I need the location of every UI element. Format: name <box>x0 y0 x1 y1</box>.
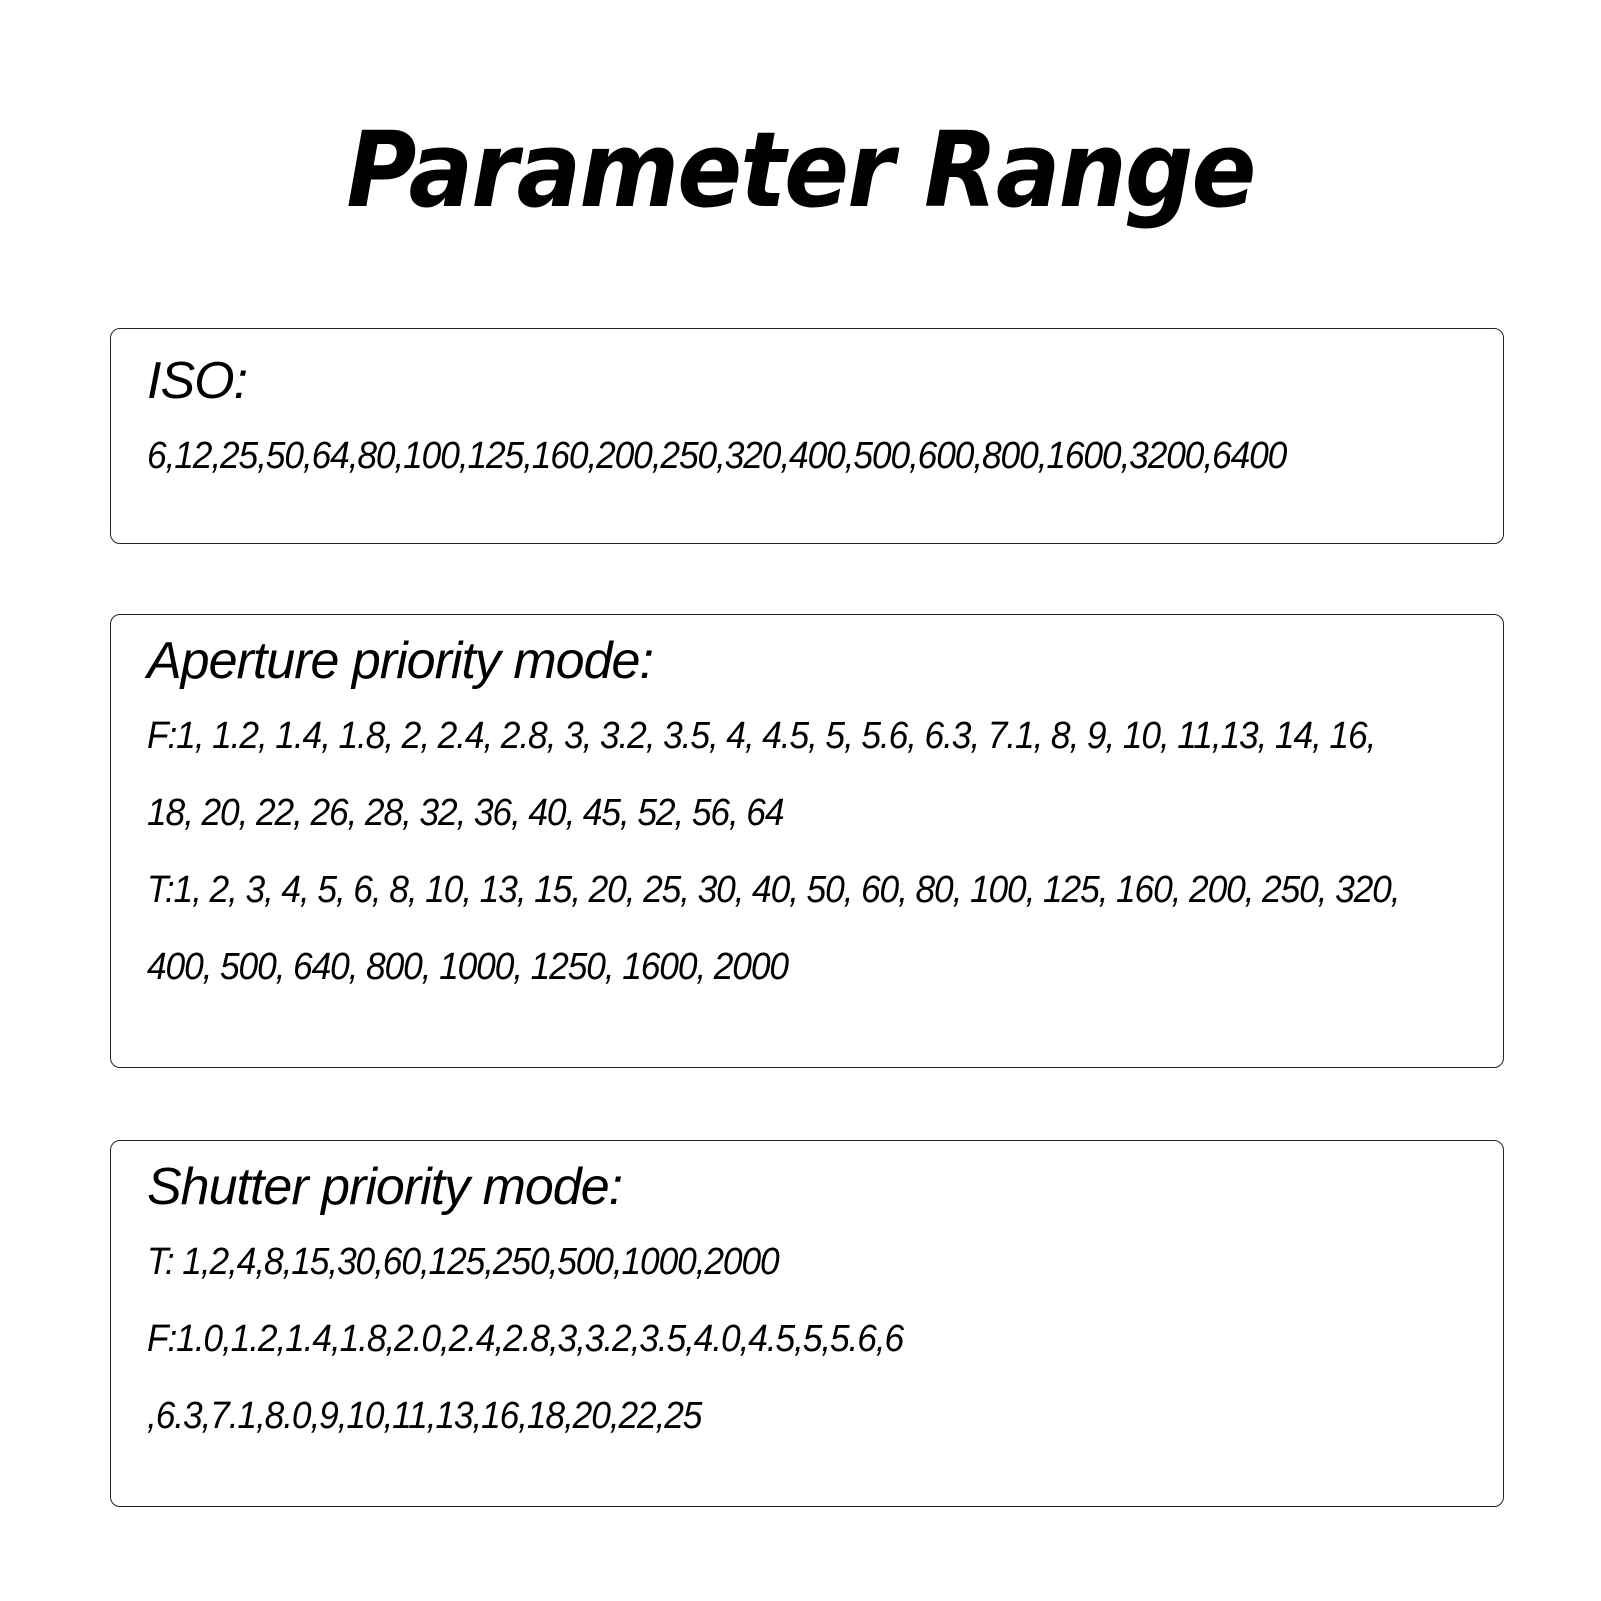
shutter-f-values-line-2: ,6.3,7.1,8.0,9,10,11,13,16,18,20,22,25 <box>147 1395 702 1437</box>
aperture-f-values-line-1: F:1, 1.2, 1.4, 1.8, 2, 2.4, 2.8, 3, 3.2, 3.5, 4, 4.5, 5, 5.6, 6.3, 7.1, 8, 9, 10, 11,13, 14, 16, <box>147 715 1376 757</box>
aperture-priority-section <box>110 614 1504 1068</box>
shutter-t-values-line: T: 1,2,4,8,15,30,60,125,250,500,1000,2000 <box>147 1241 779 1283</box>
shutter-priority-section <box>110 1140 1504 1507</box>
iso-section <box>110 328 1504 544</box>
shutter-f-values-line-1: F:1.0,1.2,1.4,1.8,2.0,2.4,2.8,3,3.2,3.5,4.0,4.5,5,5.6,6 <box>147 1318 903 1360</box>
page-title: Parameter Range <box>346 109 1255 231</box>
iso-values-line: 6,12,25,50,64,80,100,125,160,200,250,320,400,500,600,800,1600,3200,6400 <box>147 435 1287 477</box>
aperture-f-values-line-2: 18, 20, 22, 26, 28, 32, 36, 40, 45, 52, 56, 64 <box>147 792 784 834</box>
aperture-priority-heading: Aperture priority mode: <box>147 632 653 690</box>
aperture-t-values-line-1: T:1, 2, 3, 4, 5, 6, 8, 10, 13, 15, 20, 25, 30, 40, 50, 60, 80, 100, 125, 160, 200, 250, 320, <box>147 869 1400 911</box>
shutter-priority-heading: Shutter priority mode: <box>147 1158 623 1216</box>
iso-heading: ISO: <box>147 352 248 410</box>
aperture-t-values-line-2: 400, 500, 640, 800, 1000, 1250, 1600, 2000 <box>147 946 788 988</box>
